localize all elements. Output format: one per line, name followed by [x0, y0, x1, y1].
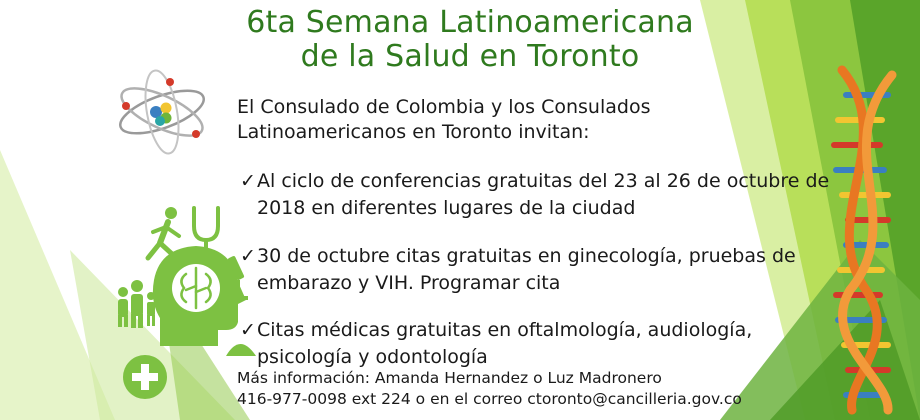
list-item-text: Citas médicas gratuitas en oftalmología, audiología, psicología y odontología [257, 319, 753, 368]
title-line-2: de la Salud en Toronto [300, 39, 640, 74]
list-item [240, 243, 830, 297]
medical-cross-icon [123, 355, 167, 399]
check-icon: ✓ [240, 170, 256, 192]
atom-icon [115, 68, 209, 156]
list-item-text: Al ciclo de conferencias gratuitas del 23 al 26 de octubre de 2018 en diferentes lugares de la ciudad [257, 170, 830, 219]
intro-text: El Consulado de Colombia y los Consulados Latinoamericanos en Toronto invitan: [237, 96, 651, 143]
page-title [180, 6, 760, 74]
list-item [240, 317, 830, 371]
check-icon: ✓ [240, 319, 256, 341]
contact-details: 416-977-0098 ext 224 o en el correo ctoronto@cancilleria.gov.co [237, 390, 742, 408]
list-item [240, 168, 830, 222]
check-icon: ✓ [240, 245, 256, 267]
title-line-1: 6ta Semana Latinoamericana [246, 5, 694, 40]
list-item-text: 30 de octubre citas gratuitas en ginecología, pruebas de embarazo y VIH. Programar cita [257, 245, 796, 294]
contact-info: Más información: Amanda Hernandez o Luz Madronero [237, 369, 662, 387]
